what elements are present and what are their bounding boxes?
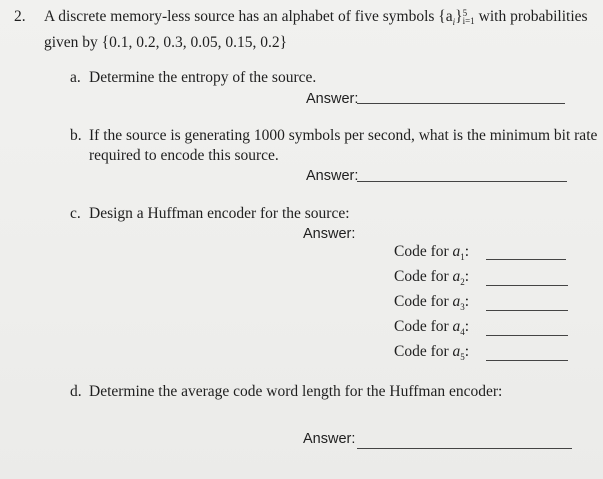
code-line-a1 [486, 259, 566, 260]
part-d-answer-label: Answer: [303, 431, 356, 447]
code-symbol: a [452, 293, 461, 310]
part-b-answer-label: Answer: [306, 168, 359, 184]
stem-range: i=1 [462, 16, 475, 27]
part-a-answer-label: Answer: [306, 91, 359, 107]
code-colon: : [464, 293, 470, 310]
code-prefix: Code for [394, 293, 449, 310]
part-b-answer-line [357, 181, 567, 182]
part-c-answer-label: Answer: [303, 226, 356, 242]
stem-text: A discrete memory-less source has an alphabet of five symbols {a [44, 8, 453, 25]
code-colon: : [464, 268, 470, 285]
code-subscript: 5 [460, 352, 465, 363]
part-a-text: Determine the entropy of the source. [89, 69, 317, 86]
part-d-label: d. [70, 383, 82, 400]
code-colon: : [464, 318, 470, 335]
part-b-text-line2: required to encode this source. [89, 147, 279, 164]
code-prefix: Code for [394, 343, 449, 360]
code-line-a3 [486, 310, 568, 311]
code-subscript: 2 [460, 277, 465, 288]
question-stem-line2: given by {0.1, 0.2, 0.3, 0.05, 0.15, 0.2} [44, 34, 288, 51]
code-symbol: a [452, 343, 461, 360]
code-row-a1 [394, 243, 469, 266]
code-prefix: Code for [394, 268, 449, 285]
code-line-a5 [486, 360, 568, 361]
code-subscript: 3 [460, 302, 465, 313]
stem-set-close: } [455, 8, 463, 25]
question-number: 2. [14, 8, 26, 25]
code-prefix: Code for [394, 318, 449, 335]
code-prefix: Code for [394, 243, 449, 260]
part-d-text: Determine the average code word length for the Huffman encoder: [89, 383, 503, 400]
part-b-label: b. [70, 127, 82, 144]
code-symbol: a [452, 268, 461, 285]
part-c-label: c. [70, 205, 81, 222]
stem-superscript: 5 [462, 8, 468, 19]
code-symbol: a [452, 243, 461, 260]
part-d-answer-line [357, 448, 572, 449]
code-colon: : [464, 343, 470, 360]
part-a-answer-line [357, 103, 565, 104]
code-row-a3 [394, 293, 469, 316]
code-subscript: 1 [460, 252, 465, 263]
stem-subscript: i [452, 17, 456, 28]
code-row-a2 [394, 268, 469, 291]
stem-text-end: with probabilities [478, 8, 588, 25]
code-subscript: 4 [460, 327, 465, 338]
part-a-label: a. [70, 69, 81, 86]
code-row-a4 [394, 318, 469, 341]
code-line-a2 [486, 285, 568, 286]
code-line-a4 [486, 335, 568, 336]
part-c-text: Design a Huffman encoder for the source: [89, 205, 350, 222]
question-stem-line1 [44, 8, 588, 31]
code-colon: : [464, 243, 470, 260]
part-b-text-line1: If the source is generating 1000 symbols per second, what is the minimum bit rate [89, 127, 598, 144]
code-row-a5 [394, 343, 469, 366]
code-symbol: a [452, 318, 461, 335]
